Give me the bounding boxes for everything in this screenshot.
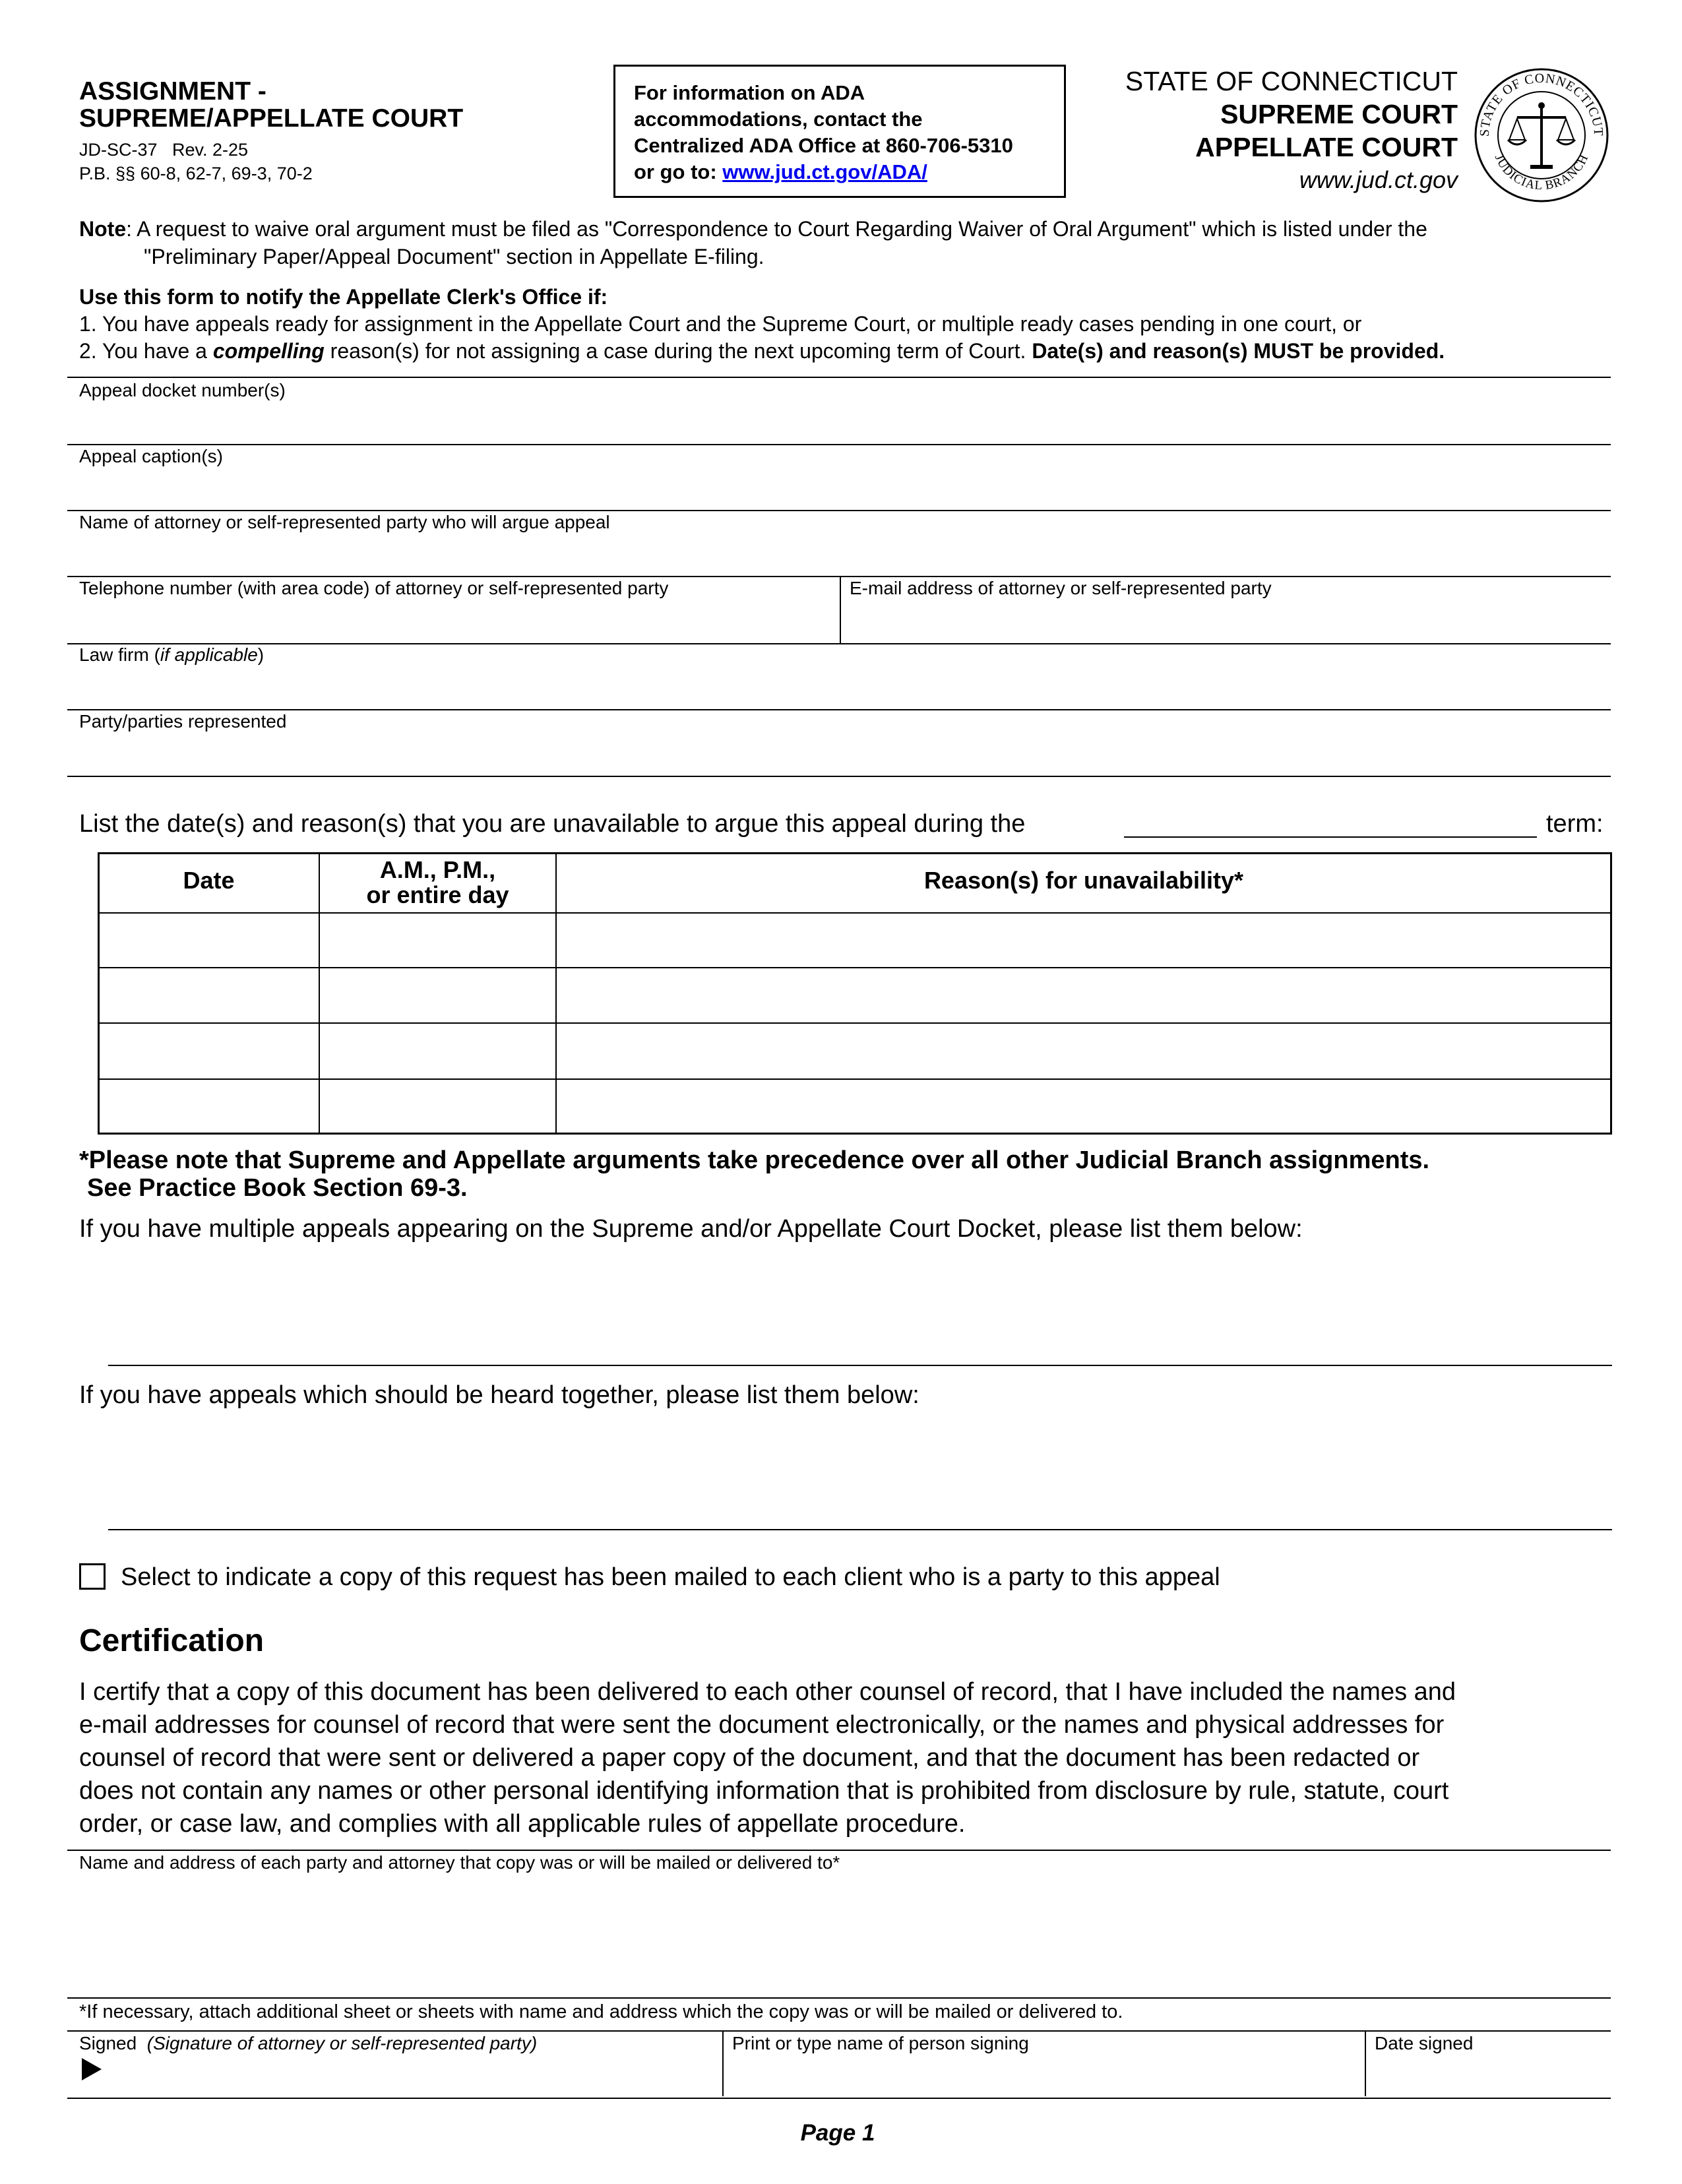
note: [79, 215, 1616, 270]
rule-caption: [67, 444, 1611, 445]
rule-attach: [67, 1997, 1611, 1999]
docket-input[interactable]: [79, 402, 1603, 442]
email-input[interactable]: [850, 600, 1602, 640]
state-name: STATE OF CONNECTICUT: [1125, 66, 1458, 96]
phone-input[interactable]: [79, 600, 831, 640]
form-number: JD-SC-37 Rev. 2-25: [79, 140, 249, 160]
rule-signature: [67, 2030, 1611, 2032]
attorney-label: Name of attorney or self-represented party who will argue appeal: [79, 512, 610, 532]
term-input[interactable]: [1124, 807, 1537, 838]
col-header-time-line1: A.M., P.M.,: [379, 856, 496, 883]
table-row-rule-3: [98, 1078, 1612, 1080]
rule-phone: [67, 576, 1611, 577]
col-header-time: [320, 858, 555, 908]
rule-top-fields: [67, 377, 1611, 378]
table-row-rule-1: [98, 967, 1612, 968]
rule-lawfirm: [67, 643, 1611, 644]
signature-field[interactable]: [112, 2055, 712, 2094]
col-header-reason: Reason(s) for unavailability*: [923, 867, 1244, 894]
row4-reason-input[interactable]: [558, 1081, 1609, 1132]
ada-line2: accommodations, contact the: [634, 108, 923, 131]
rule-bottom: [67, 2098, 1611, 2099]
ada-line4: [634, 159, 1064, 185]
phone-email-divider: [840, 576, 841, 644]
row3-date-input[interactable]: [100, 1025, 317, 1076]
ada-line3: Centralized ADA Office at 860-706-5310: [634, 134, 1013, 157]
docket-label: Appeal docket number(s): [79, 380, 286, 400]
print-name-label: Print or type name of person signing: [732, 2033, 1029, 2053]
note-line2: "Preliminary Paper/Appeal Document" section in Appellate E-filing.: [144, 245, 764, 268]
rule-attorney: [67, 510, 1611, 511]
lawfirm-input[interactable]: [79, 666, 1603, 706]
table-row-rule-2: [98, 1022, 1612, 1024]
heard-together-input[interactable]: [108, 1418, 1612, 1528]
parties-input[interactable]: [79, 733, 1603, 773]
practice-book-sections: P.B. §§ 60-8, 62-7, 69-3, 70-2: [79, 164, 313, 183]
judicial-seal-icon: [1472, 66, 1611, 204]
signed-label-em: (Signature of attorney or self-represented party): [146, 2033, 538, 2053]
date-signed-label: Date signed: [1375, 2033, 1474, 2053]
multiple-appeals-prompt: If you have multiple appeals appearing on the Supreme and/or Appellate Court Docket, please list them below:: [79, 1215, 1303, 1243]
lawfirm-label-end: ): [257, 644, 265, 665]
court-heading: [1069, 65, 1458, 197]
ada-goto-text: or go to:: [634, 160, 723, 183]
svg-text:STATE OF CONNECTICUT: STATE OF CONNECTICUT: [1477, 71, 1606, 137]
precedence-note: [79, 1146, 1429, 1202]
lawfirm-label: [79, 644, 264, 666]
note-label: Note: [79, 217, 127, 241]
item2-emphasis: compelling: [212, 339, 325, 363]
mailed-to-client-label: Select to indicate a copy of this request has been mailed to each client who is a party to this appeal: [121, 1563, 1220, 1591]
unavailability-prompt: List the date(s) and reason(s) that you are unavailable to argue this appeal during the: [79, 810, 1026, 838]
email-label: E-mail address of attorney or self-represented party: [850, 578, 1272, 598]
print-name-input[interactable]: [732, 2055, 1355, 2094]
row4-date-input[interactable]: [100, 1081, 317, 1132]
cert-line1: I certify that a copy of this document has been delivered to each other counsel of record, that I have included the names and: [79, 1678, 1456, 1706]
attach-note: *If necessary, attach additional sheet or sheets with name and address which the copy was or will be mailed or delivered to.: [79, 2001, 1123, 2022]
signature-arrow-icon: [82, 2058, 102, 2084]
lawfirm-label-text: Law firm (: [79, 644, 160, 665]
table-header-rule: [98, 912, 1612, 914]
precedence-note-line2: See Practice Book Section 69-3.: [87, 1174, 468, 1202]
instructions-heading: Use this form to notify the Appellate Clerk's Office if:: [79, 285, 608, 309]
signature-divider-2: [1365, 2030, 1366, 2096]
item2-pre: 2. You have a: [79, 339, 213, 363]
item2-mid: reason(s) for not assigning a case during the next upcoming term of Court.: [324, 339, 1032, 363]
signed-label-text: Signed: [79, 2033, 137, 2053]
signature-divider-1: [722, 2030, 724, 2096]
instructions-item1: 1. You have appeals ready for assignment in the Appellate Court and the Supreme Court, or multiple ready cases pending in one court, or: [79, 312, 1362, 336]
row1-date-input[interactable]: [100, 916, 317, 966]
heard-together-prompt: If you have appeals which should be heard together, please list them below:: [79, 1381, 919, 1409]
col-header-time-line2: or entire day: [366, 881, 509, 908]
signed-label: [79, 2033, 537, 2054]
row4-time-input[interactable]: [321, 1081, 553, 1132]
row3-time-input[interactable]: [321, 1025, 553, 1076]
form-title-line2: SUPREME/APPELLATE COURT: [79, 104, 464, 133]
form-title-line1: ASSIGNMENT -: [79, 77, 266, 106]
certification-text: [79, 1675, 1609, 1840]
heard-together-rule: [108, 1529, 1612, 1530]
cert-line4: does not contain any names or other personal identifying information that is prohibited from disclosure by rule, statute, court: [79, 1777, 1449, 1805]
caption-input[interactable]: [79, 468, 1603, 508]
rule-after-parties: [67, 776, 1611, 777]
certification-heading: Certification: [79, 1623, 265, 1658]
row1-time-input[interactable]: [321, 916, 553, 966]
ada-link[interactable]: www.jud.ct.gov/ADA/: [722, 160, 927, 183]
row1-reason-input[interactable]: [558, 916, 1609, 966]
note-line1: [79, 215, 1616, 243]
supreme-court-label: SUPREME COURT: [1220, 99, 1458, 129]
multiple-appeals-rule: [108, 1365, 1612, 1366]
row2-reason-input[interactable]: [558, 970, 1609, 1021]
precedence-note-line1: *Please note that Supreme and Appellate arguments take precedence over all other Judicial Branch assignments.: [79, 1146, 1430, 1174]
phone-label: Telephone number (with area code) of attorney or self-represented party: [79, 578, 669, 598]
cert-line2: e-mail addresses for counsel of record that were sent the document electronically, or the names and physical addresses for: [79, 1711, 1445, 1739]
judicial-seal: [1472, 66, 1611, 204]
table-col-divider-2: [555, 852, 557, 1135]
rule-mailed: [67, 1850, 1611, 1851]
mailed-label: Name and address of each party and attorney that copy was or will be mailed or delivered to*: [79, 1852, 840, 1873]
cert-line3: counsel of record that were sent or delivered a paper copy of the document, and that the document has been redacted or: [79, 1744, 1420, 1772]
attorney-input[interactable]: [79, 534, 1603, 574]
term-suffix: term:: [1546, 810, 1604, 838]
instructions: [79, 284, 1623, 365]
note-text1: : A request to waive oral argument must be filed as "Correspondence to Court Regarding Waiver of Oral Argument" which is listed under the: [126, 217, 1427, 241]
row2-date-input[interactable]: [100, 970, 317, 1021]
ada-info-box: [613, 65, 1066, 198]
cert-line5: order, or case law, and complies with all applicable rules of appellate procedure.: [79, 1810, 966, 1838]
row2-time-input[interactable]: [321, 970, 553, 1021]
mailed-to-client-checkbox[interactable]: [79, 1563, 106, 1590]
item2-bold: Date(s) and reason(s) MUST be provided.: [1032, 339, 1445, 363]
date-signed-input[interactable]: [1375, 2055, 1605, 2094]
row3-reason-input[interactable]: [558, 1025, 1609, 1076]
col-header-date: Date: [183, 867, 235, 894]
instructions-item2: [79, 338, 1623, 365]
website: www.jud.ct.gov: [1299, 166, 1458, 193]
parties-label: Party/parties represented: [79, 711, 287, 732]
form-title: [79, 78, 463, 132]
multiple-appeals-input[interactable]: [108, 1253, 1612, 1364]
svg-text:JUDICIAL BRANCH: JUDICIAL BRANCH: [1491, 152, 1592, 193]
rule-parties: [67, 709, 1611, 710]
appellate-court-label: APPELLATE COURT: [1195, 132, 1458, 162]
mailed-input[interactable]: [79, 1877, 1603, 1996]
caption-label: Appeal caption(s): [79, 446, 223, 466]
ada-line1: For information on ADA: [634, 81, 865, 104]
page-number: Page 1: [800, 2120, 875, 2146]
lawfirm-label-em: if applicable: [160, 644, 258, 665]
